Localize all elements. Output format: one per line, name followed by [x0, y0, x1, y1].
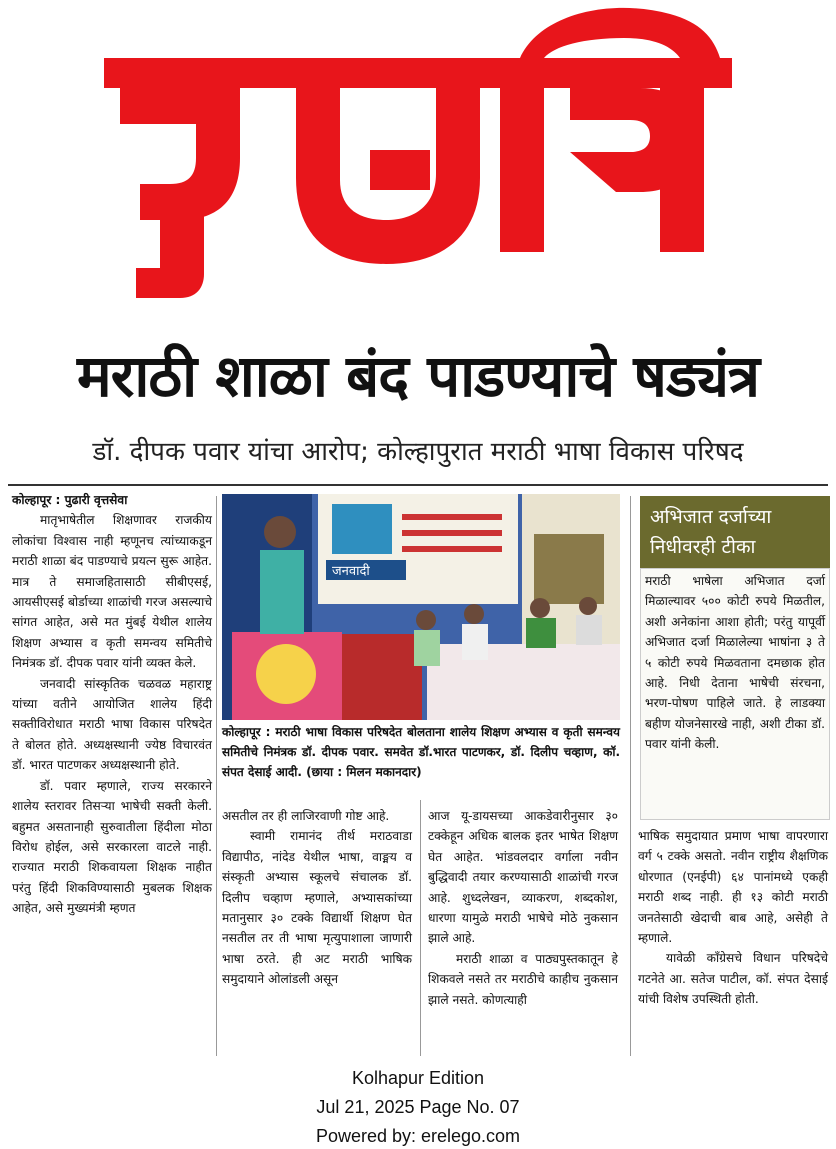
paragraph: मराठी भाषेला अभिजात दर्जा मिळाल्यावर ५०० कोटी रुपये मिळतील, अशी अनेकांना आशा होती; परंतु यापूर्वी अभिजात दर्जा मिळालेल्या भाषांना ३ ते ५ कोटी रुपये मिळवताना दमछाक होत आहे. निधी देताना भाषेची संरचना, भरण-पोषण पाहिले जाते. हे लाडक्या बहीण योजनेसारखे नाही, अशी टीका डॉ. पवार यांनी केली. — [645, 574, 825, 752]
footer-edition: Kolhapur Edition — [351, 1068, 485, 1088]
footer-date-page: Jul 21, 2025 Page No. 07 — [316, 1097, 520, 1117]
column-divider — [420, 800, 421, 1056]
paragraph: असतील तर ही लाजिरवाणी गोष्ट आहे. — [222, 809, 390, 823]
paragraph: मराठी शाळा व पाठ्यपुस्तकातून हे शिकवले नसते तर मराठीचे काहीच नुकसान झाले नसते. कोणत्याही — [428, 951, 618, 1007]
subheadline: डॉ. दीपक पवार यांचा आरोप; कोल्हापुरात मराठी भाषा विकास परिषद — [92, 437, 744, 467]
footer-powered-by: Powered by: erelego.com — [315, 1126, 521, 1146]
headline-divider — [8, 484, 828, 486]
sidebar-box — [640, 568, 830, 820]
dateline: कोल्हापूर : पुढारी वृत्तसेवा — [12, 493, 128, 507]
masthead-logo — [100, 0, 736, 318]
article-column-2 — [222, 806, 412, 990]
photo-caption: कोल्हापूर : मराठी भाषा विकास परिषदेत बोलताना शालेय शिक्षण अभ्यास व कृती समन्वय समितीचे निमंत्रक डॉ. दीपक पवार. समवेत डॉ.भारत पाटणकर, डॉ. दिलीप चव्हाण, कॉ. संपत देसाई आदी. (छाया : मिलन मकानदार) — [222, 725, 620, 779]
masthead-title — [100, 318, 101, 319]
sidebar-heading: अभिजात दर्जाच्या निधीवरही टीका — [640, 496, 830, 568]
column-divider — [216, 496, 217, 1056]
paragraph: आज यू-डायसच्या आकडेवारीनुसार ३० टक्केहून अधिक बालक इतर भाषेत शिक्षण घेत आहेत. भांडवलदार वर्गाला नवीन बुद्धिवादी तयार करण्यासाठी शाळांची गरज आहे. शुध्दलेखन, व्याकरण, शब्दकोश, धारणा यामुळे मराठी भाषेचे मोठे नुकसान झाले आहे. — [428, 809, 618, 946]
article-column-1 — [12, 490, 212, 919]
paragraph: यावेळी काँग्रेसचे विधान परिषदेचे गटनेते आ. सतेज पाटील, कॉ. संपत देसाई यांची विशेष उपस्थिती होती. — [638, 951, 828, 1007]
paragraph: डॉ. पवार म्हणाले, राज्य सरकारने शालेय स्तरावर तिसऱ्या भाषेची सक्ती केली. बहुमत असतानाही सुरुवातीला हिंदीला मोठा विरोध होईल, असे सरकारला वाटले नाही. राज्यात मराठी शिकवायला शिक्षक नाहीत परंतु हिंदी शिकविण्यासाठी मुबलक शिक्षक आहेत, असे मुख्यमंत्री म्हणत — [12, 778, 212, 916]
paragraph: जनवादी सांस्कृतिक चळवळ महाराष्ट्र यांच्या वतीने आयोजित शालेय हिंदी सक्तीविरोधात मराठी भाषा विकास परिषदेत ते बोलत होते. अध्यक्षस्थानी ज्येष्ठ विचारवंत डॉ. भारत पाटणकर अध्यक्षस्थानी होते. — [12, 676, 212, 773]
article-column-3 — [428, 806, 618, 1010]
banner-text: जनवादी — [332, 564, 370, 579]
sidebar-body — [645, 571, 825, 755]
event-photo — [222, 494, 620, 720]
column-divider — [630, 496, 631, 1056]
paragraph: मातृभाषेतील शिक्षणावर राजकीय लोकांचा विश्वास नाही म्हणूनच त्यांच्याकडून मराठी शाळा बंद पाडण्याचे प्रयत्न सुरू आहेत. मात्र ते समाजहितासाठी सीबीएसई, आयसीएसई बोर्डाच्या शाळांची गरज असल्याचे सांगत आहेत, असे मत मुंबई येथील शालेय शिक्षण अभ्यास व कृती समन्वय समितीचे निमंत्रक डॉ. दीपक पवार यांनी व्यक्त केले. — [12, 513, 212, 671]
paragraph: भाषिक समुदायात प्रमाण भाषा वापरणारा वर्ग ५ टक्के असतो. नवीन राष्ट्रीय शैक्षणिक धोरणात (एनईपी) ६४ पानांमध्ये एकही मराठी शब्द नाही. ही १३ कोटी मराठी जनतेसाठी खेदाची बाब आहे, असेही ते म्हणाले. — [638, 829, 828, 946]
headline: मराठी शाळा बंद पाडण्याचे षड्यंत्र — [76, 342, 760, 410]
article-column-4 — [638, 826, 828, 1010]
paragraph: स्वामी रामानंद तीर्थ मराठवाडा विद्यापीठ, नांदेड येथील भाषा, वाङ्मय व संस्कृती अभ्यास स्कूलचे संचालक डॉ. दिलीप चव्हाण म्हणाले, अभ्यासकांच्या मतानुसार ३० टक्के विद्यार्थी शिक्षण घेत नसतील तर ती भाषा मृत्युपाशाला जाणारी भाषा ठरते. ही अट मराठी भाषिक समुदायाने ओलांडली असून — [222, 829, 412, 987]
